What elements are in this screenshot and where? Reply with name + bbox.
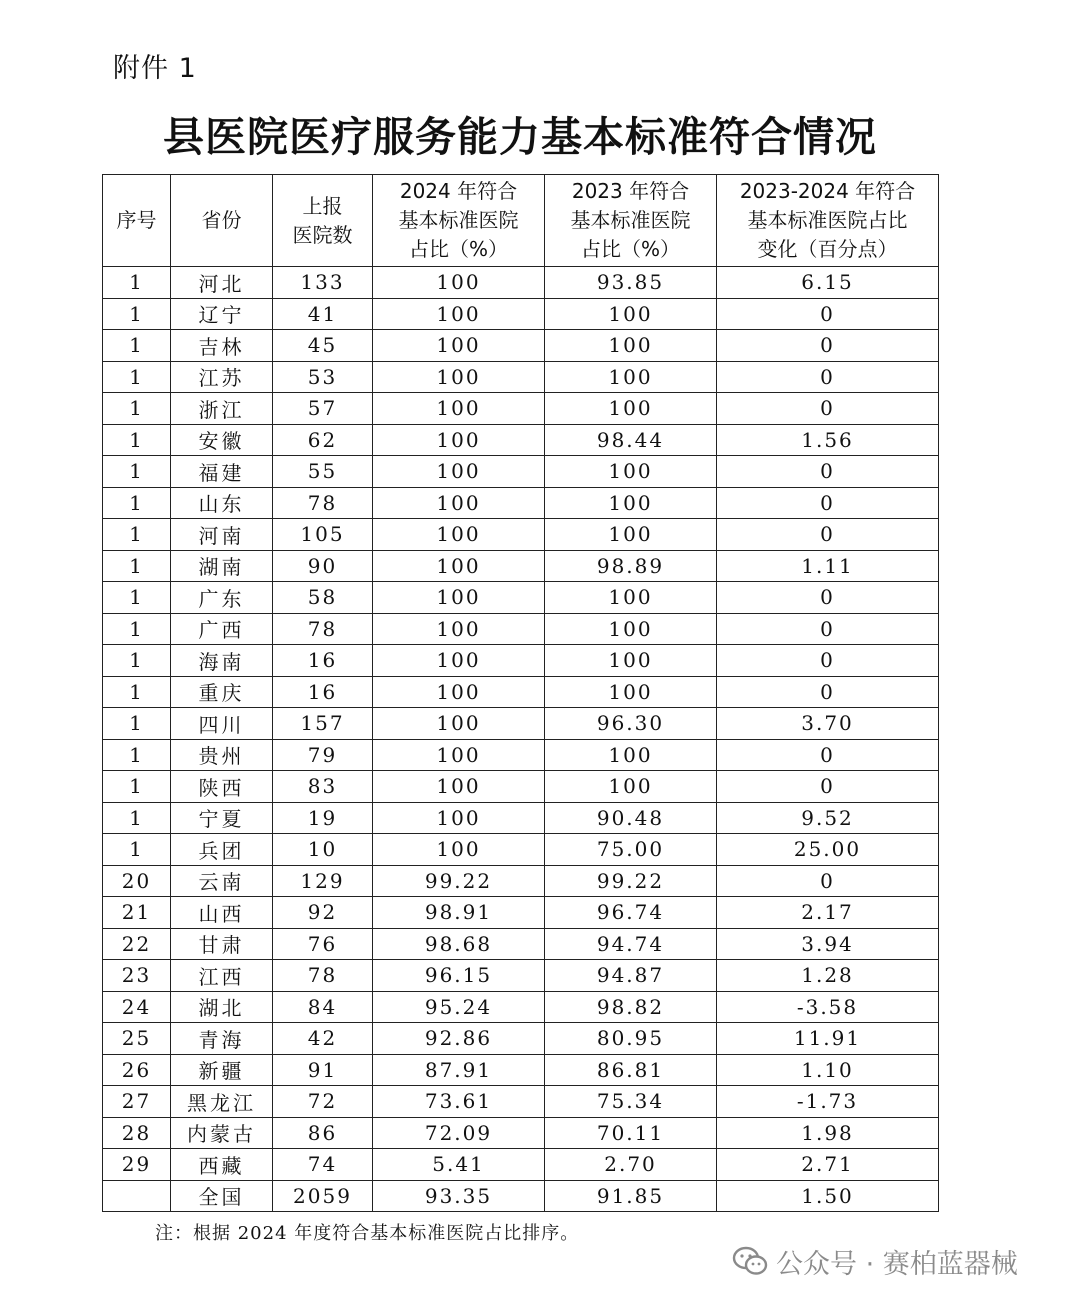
rank-cell: 1 [103,361,171,393]
rank-cell: 24 [103,991,171,1023]
reported-count-cell: 86 [273,1117,373,1149]
column-header [171,175,273,267]
province-cell: 黑龙江 [171,1086,273,1118]
table-row [103,456,939,488]
rate-2024-cell: 5.41 [373,1149,545,1181]
province-cell: 甘肃 [171,928,273,960]
province-cell: 贵州 [171,739,273,771]
rank-cell: 1 [103,771,171,803]
change-cell: 3.70 [717,708,939,740]
rate-2024-cell: 73.61 [373,1086,545,1118]
change-cell: 0 [717,739,939,771]
reported-count-cell: 90 [273,550,373,582]
table-row [103,267,939,299]
table-row [103,487,939,519]
rate-2024-cell: 100 [373,393,545,425]
reported-count-cell: 83 [273,771,373,803]
reported-count-cell: 45 [273,330,373,362]
table-row [103,834,939,866]
rate-2023-cell: 100 [545,330,717,362]
table-row [103,613,939,645]
table-row [103,1117,939,1149]
table-row [103,424,939,456]
province-cell: 广东 [171,582,273,614]
change-cell: -3.58 [717,991,939,1023]
reported-count-cell: 72 [273,1086,373,1118]
rate-2023-cell: 75.00 [545,834,717,866]
reported-count-cell: 10 [273,834,373,866]
province-cell: 云南 [171,865,273,897]
rate-2024-cell: 100 [373,708,545,740]
reported-count-cell: 79 [273,739,373,771]
change-cell: 0 [717,393,939,425]
rate-2023-cell: 100 [545,676,717,708]
table-row [103,1023,939,1055]
rank-cell: 1 [103,582,171,614]
column-header-line: 占比（%） [408,237,508,261]
rate-2024-cell: 98.91 [373,897,545,929]
province-cell: 河南 [171,519,273,551]
rank-cell: 1 [103,267,171,299]
rate-2023-cell: 100 [545,361,717,393]
province-cell: 安徽 [171,424,273,456]
column-header [273,175,373,267]
rate-2023-cell: 98.82 [545,991,717,1023]
reported-count-cell: 105 [273,519,373,551]
rate-2023-cell: 98.89 [545,550,717,582]
table-row [103,739,939,771]
table-row [103,928,939,960]
change-cell: 0 [717,865,939,897]
reported-count-cell: 157 [273,708,373,740]
rate-2024-cell: 95.24 [373,991,545,1023]
table-row [103,897,939,929]
rank-cell: 1 [103,739,171,771]
column-header-line: 上报 [302,193,343,218]
rank-cell: 1 [103,676,171,708]
rate-2024-cell: 100 [373,298,545,330]
province-cell: 吉林 [171,330,273,362]
province-cell: 福建 [171,456,273,488]
province-cell: 海南 [171,645,273,677]
column-header-line: 2023 年符合 [571,179,690,203]
column-header-line: 医院数 [292,222,353,247]
reported-count-cell: 74 [273,1149,373,1181]
rank-cell: 21 [103,897,171,929]
rate-2024-cell: 96.15 [373,960,545,992]
province-cell: 兵团 [171,834,273,866]
province-cell: 陕西 [171,771,273,803]
table-row [103,298,939,330]
province-cell: 宁夏 [171,802,273,834]
column-header-line: 变化（百分点） [757,237,898,261]
rank-cell [103,1180,171,1212]
column-header [373,175,545,267]
reported-count-cell: 2059 [273,1180,373,1212]
province-cell: 江西 [171,960,273,992]
rank-cell: 20 [103,865,171,897]
column-header [103,175,171,267]
rank-cell: 22 [103,928,171,960]
rate-2024-cell: 100 [373,519,545,551]
rate-2024-cell: 100 [373,267,545,299]
province-cell: 内蒙古 [171,1117,273,1149]
column-header-line: 序号 [116,208,157,232]
province-cell: 河北 [171,267,273,299]
change-cell: 1.11 [717,550,939,582]
table-row [103,1149,939,1181]
watermark-text: 公众号 · 赛柏蓝器械 [776,1248,1018,1280]
rate-2024-cell: 100 [373,802,545,834]
column-header-line: 占比（%） [580,237,680,261]
table-row [103,550,939,582]
rate-2023-cell: 96.30 [545,708,717,740]
rate-2023-cell: 96.74 [545,897,717,929]
table-row [103,645,939,677]
change-cell: 0 [717,582,939,614]
rank-cell: 23 [103,960,171,992]
rate-2024-cell: 100 [373,330,545,362]
rate-2024-cell: 100 [373,739,545,771]
table-body [103,267,939,1212]
reported-count-cell: 133 [273,267,373,299]
rank-cell: 1 [103,834,171,866]
rate-2023-cell: 99.22 [545,865,717,897]
rank-cell: 1 [103,519,171,551]
rate-2024-cell: 100 [373,613,545,645]
table-row [103,1054,939,1086]
reported-count-cell: 91 [273,1054,373,1086]
column-header-line: 2024 年符合 [399,179,518,203]
reported-count-cell: 55 [273,456,373,488]
table-row [103,519,939,551]
province-cell: 辽宁 [171,298,273,330]
rank-cell: 1 [103,613,171,645]
reported-count-cell: 41 [273,298,373,330]
rate-2023-cell: 93.85 [545,267,717,299]
change-cell: 3.94 [717,928,939,960]
table-row [103,991,939,1023]
rate-2024-cell: 72.09 [373,1117,545,1149]
province-cell: 湖北 [171,991,273,1023]
rate-2023-cell: 90.48 [545,802,717,834]
rate-2024-cell: 100 [373,676,545,708]
reported-count-cell: 84 [273,991,373,1023]
change-cell: 0 [717,645,939,677]
change-cell: 25.00 [717,834,939,866]
province-cell: 广西 [171,613,273,645]
table-row [103,582,939,614]
change-cell: 11.91 [717,1023,939,1055]
change-cell: 0 [717,613,939,645]
footnote: 注：根据 2024 年度符合基本标准医院占比排序。 [155,1223,580,1244]
rank-cell: 26 [103,1054,171,1086]
rate-2023-cell: 100 [545,613,717,645]
reported-count-cell: 57 [273,393,373,425]
reported-count-cell: 53 [273,361,373,393]
rate-2023-cell: 100 [545,298,717,330]
reported-count-cell: 58 [273,582,373,614]
table-row [103,330,939,362]
province-cell: 青海 [171,1023,273,1055]
rate-2023-cell: 100 [545,771,717,803]
rank-cell: 1 [103,802,171,834]
rate-2023-cell: 94.87 [545,960,717,992]
rate-2023-cell: 91.85 [545,1180,717,1212]
province-cell: 江苏 [171,361,273,393]
rate-2024-cell: 100 [373,582,545,614]
province-cell: 新疆 [171,1054,273,1086]
rate-2023-cell: 100 [545,582,717,614]
rate-2024-cell: 100 [373,834,545,866]
table-row [103,865,939,897]
reported-count-cell: 16 [273,676,373,708]
column-header [717,175,939,267]
rate-2024-cell: 100 [373,424,545,456]
rate-2023-cell: 98.44 [545,424,717,456]
table-row [103,708,939,740]
change-cell: 2.71 [717,1149,939,1181]
column-header-line: 2023-2024 年符合 [739,179,916,203]
rate-2023-cell: 100 [545,393,717,425]
table-row [103,802,939,834]
change-cell: 6.15 [717,267,939,299]
rank-cell: 1 [103,487,171,519]
rank-cell: 1 [103,424,171,456]
change-cell: 9.52 [717,802,939,834]
table-row [103,393,939,425]
province-cell: 湖南 [171,550,273,582]
reported-count-cell: 92 [273,897,373,929]
reported-count-cell: 62 [273,424,373,456]
change-cell: 0 [717,456,939,488]
rank-cell: 1 [103,393,171,425]
wechat-icon [732,1245,768,1277]
rate-2023-cell: 70.11 [545,1117,717,1149]
rank-cell: 27 [103,1086,171,1118]
rate-2023-cell: 86.81 [545,1054,717,1086]
change-cell: 1.56 [717,424,939,456]
column-header [545,175,717,267]
change-cell: 0 [717,298,939,330]
rate-2023-cell: 75.34 [545,1086,717,1118]
rate-2023-cell: 94.74 [545,928,717,960]
change-cell: 0 [717,519,939,551]
rate-2024-cell: 100 [373,456,545,488]
reported-count-cell: 78 [273,613,373,645]
rate-2023-cell: 80.95 [545,1023,717,1055]
province-cell: 西藏 [171,1149,273,1181]
table-row [103,1086,939,1118]
rate-2024-cell: 100 [373,361,545,393]
rate-2023-cell: 100 [545,487,717,519]
rate-2023-cell: 100 [545,739,717,771]
rank-cell: 29 [103,1149,171,1181]
change-cell: 1.10 [717,1054,939,1086]
rate-2024-cell: 87.91 [373,1054,545,1086]
change-cell: 0 [717,330,939,362]
rate-2024-cell: 100 [373,550,545,582]
change-cell: 0 [717,771,939,803]
rate-2023-cell: 100 [545,645,717,677]
rank-cell: 28 [103,1117,171,1149]
table-header-row [103,175,939,267]
rate-2024-cell: 100 [373,487,545,519]
table-row [103,676,939,708]
province-cell: 浙江 [171,393,273,425]
reported-count-cell: 42 [273,1023,373,1055]
column-header-line: 基本标准医院占比 [747,208,908,232]
reported-count-cell: 16 [273,645,373,677]
rate-2024-cell: 93.35 [373,1180,545,1212]
change-cell: 1.98 [717,1117,939,1149]
province-cell: 山西 [171,897,273,929]
change-cell: -1.73 [717,1086,939,1118]
change-cell: 1.50 [717,1180,939,1212]
rank-cell: 1 [103,645,171,677]
table-row [103,960,939,992]
document-title: 县医院医疗服务能力基本标准符合情况 [163,113,877,161]
table-row [103,1180,939,1212]
rate-2024-cell: 100 [373,645,545,677]
province-cell: 山东 [171,487,273,519]
rank-cell: 1 [103,330,171,362]
rate-2024-cell: 100 [373,771,545,803]
column-header-line: 省份 [201,208,242,232]
watermark [732,1241,1018,1281]
rank-cell: 1 [103,550,171,582]
reported-count-cell: 78 [273,487,373,519]
province-cell: 全国 [171,1180,273,1212]
rate-2023-cell: 100 [545,456,717,488]
reported-count-cell: 129 [273,865,373,897]
rank-cell: 1 [103,298,171,330]
table-row [103,771,939,803]
rate-2024-cell: 99.22 [373,865,545,897]
reported-count-cell: 76 [273,928,373,960]
change-cell: 0 [717,676,939,708]
attachment-label: 附件 1 [113,53,197,84]
province-cell: 重庆 [171,676,273,708]
change-cell: 1.28 [717,960,939,992]
province-cell: 四川 [171,708,273,740]
rank-cell: 1 [103,708,171,740]
table-row [103,361,939,393]
column-header-line: 基本标准医院 [398,208,519,232]
rate-2023-cell: 2.70 [545,1149,717,1181]
change-cell: 0 [717,361,939,393]
rate-2024-cell: 92.86 [373,1023,545,1055]
rank-cell: 1 [103,456,171,488]
column-header-line: 基本标准医院 [570,208,691,232]
rate-2023-cell: 100 [545,519,717,551]
reported-count-cell: 19 [273,802,373,834]
rate-2024-cell: 98.68 [373,928,545,960]
reported-count-cell: 78 [273,960,373,992]
compliance-table [102,174,939,1212]
rank-cell: 25 [103,1023,171,1055]
change-cell: 2.17 [717,897,939,929]
change-cell: 0 [717,487,939,519]
